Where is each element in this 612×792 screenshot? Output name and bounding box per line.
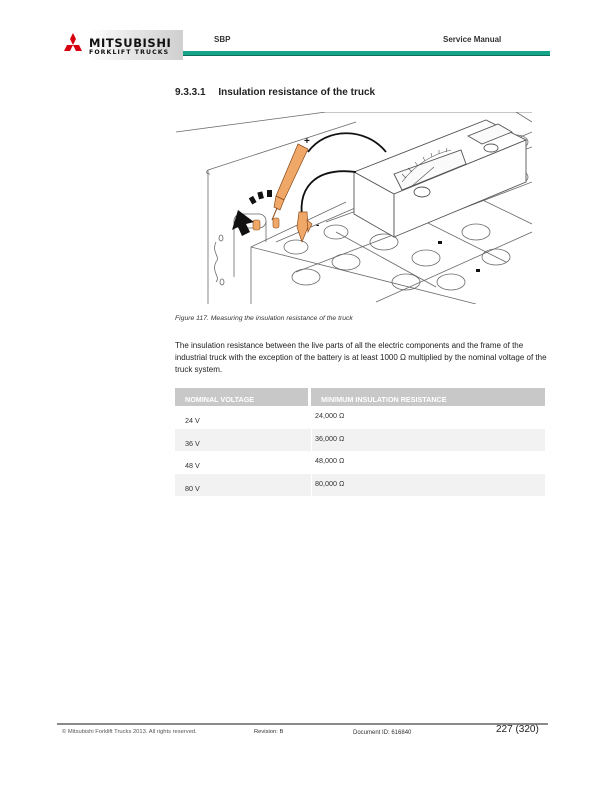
header-minimum-resistance: MINIMUM INSULATION RESISTANCE [311,388,545,406]
cell-voltage: 48 V [185,461,200,470]
footer-page-number: 227 (320) [496,724,539,735]
insulation-resistance-table [175,388,545,496]
section-title: Insulation resistance of the truck [218,87,376,98]
footer-copyright: © Mitsubishi Forklift Trucks 2013. All rights reserved. [62,729,197,735]
header-product: SBP [214,35,231,44]
footer-revision: Revision: B [254,729,284,735]
cell-resistance: 80,000 Ω [311,474,545,497]
logo-subtitle: FORKLIFT TRUCKS [89,49,170,56]
minus-label: - [316,220,320,231]
table-row [175,474,545,497]
section-number: 9.3.3.1 [175,87,206,98]
figure-illustration [176,112,532,304]
table-row [175,406,545,429]
cell-voltage: 36 V [185,438,200,448]
header-nominal-voltage: NOMINAL VOLTAGE [175,388,308,406]
footer-document-id: Document ID: 616840 [353,730,412,736]
table-row [175,429,545,452]
header-rule [183,51,550,56]
section-heading [175,87,375,98]
body-paragraph: The insulation resistance between the live parts of all the electric components and the frame of the industrial truck with the exception of the battery is at least 1000 Ω multiplied by the nominal voltage of the truck system. [175,341,547,375]
table-header-row [175,388,545,406]
cell-resistance: 24,000 Ω [311,406,545,429]
header-doc-type: Service Manual [443,35,502,44]
footer-rule [57,723,548,725]
table-row [175,451,545,474]
three-diamonds-icon [60,33,86,57]
insulation-tester-diagram [176,112,532,304]
figure-caption: Figure 117. Measuring the insulation resistance of the truck [175,315,353,322]
cell-resistance: 36,000 Ω [311,429,545,452]
mitsubishi-logo [57,30,183,60]
plus-label: + [304,136,310,147]
logo-wordmark: MITSUBISHI [89,36,172,50]
cell-resistance: 48,000 Ω [311,451,545,474]
cell-voltage: 24 V [185,416,200,425]
cell-voltage: 80 V [185,483,200,493]
